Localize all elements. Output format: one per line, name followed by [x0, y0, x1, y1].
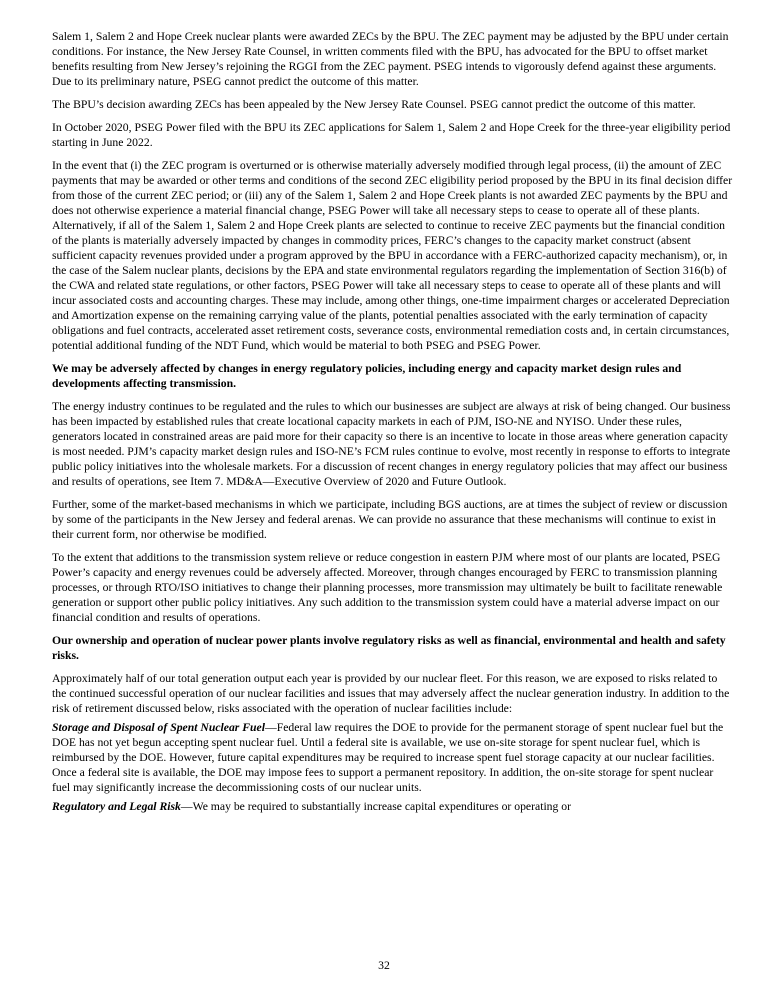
- section-heading-nuclear-ownership-risks: Our ownership and operation of nuclear power plants involve regulatory risks as well as financial, environmental and health and safety risks.: [52, 634, 726, 662]
- leadin-storage-disposal-spent-nuclear-fuel: Storage and Disposal of Spent Nuclear Fuel: [52, 721, 265, 734]
- paragraph-transmission-additions: To the extent that additions to the transmission system relieve or reduce congestion in eastern PJM where most of our plants are located, PSEG Power’s capacity and energy revenues could be adversely affected. Moreover, through changes encouraged by FERC to transmission planning processes, or through RTO/ISO initiatives to change their planning processes, more transmission may ultimately be built to facilitate renewable generation or support other public policy initiatives. Any such addition to the transmission system could have a material adverse impact on our financial condition and results of operations.: [52, 551, 723, 624]
- leadin-regulatory-text: —We may be required to substantially increase capital expenditures or operating or: [180, 800, 572, 813]
- paragraph-spent-nuclear-fuel: [52, 720, 733, 795]
- paragraph-energy-industry-regulation: The energy industry continues to be regulated and the rules to which our businesses are subject are always at risk of being changed. Our business has been impacted by established rules that create locational capacity markets in each of PJM, ISO-NE and NYISO. Under these rules, generators located in constrained areas are paid more for their capacity so there is an incentive to locate in those areas where generation capacity is most needed. PJM’s capacity market design rules and ISO-NE’s FCM rules continue to evolve, most recently in response to efforts to integrate public policy initiatives into the wholesale markets. For a discussion of recent changes in energy regulatory policies that may affect our business and results of operations, see Item 7. MD&A—Executive Overview of 2020 and Future Outlook.: [52, 400, 731, 488]
- paragraph-regulatory-legal-risk: [52, 799, 733, 814]
- page-number: 32: [378, 959, 390, 972]
- leadin-storage-text: —Federal law requires the DOE to provide for the permanent storage of spent nuclear fuel but the DOE has not yet begun accepting spent nuclear fuel. Until a federal site is available, we use on-site storage for spent nuclear fuel, which is reimbursed by the DOE. However, future capital expenditures may be required to increase spent fuel storage capacity at our nuclear facilities. Once a federal site is available, the DOE may impose fees to support a permanent repository. In addition, the on-site storage for spent nuclear fuel may significantly increase the decommissioning costs of our nuclear units.: [52, 721, 724, 794]
- paragraph-nuclear-fleet-exposure: Approximately half of our total generation output each year is provided by our nuclear fleet. For this reason, we are exposed to risks related to the continued successful operation of our nuclear facilities and issues that may adversely affect the nuclear generation industry. In addition to the risk of retirement discussed below, risks associated with the operation of nuclear facilities include:: [52, 672, 730, 715]
- leadin-regulatory-legal-risk: Regulatory and Legal Risk: [52, 800, 181, 813]
- page-footer: [0, 958, 768, 973]
- document-body: [52, 29, 733, 822]
- paragraph-market-based-mechanisms: Further, some of the market-based mechanisms in which we participate, including BGS auctions, are at times the subject of review or discussion by some of the participants in the New Jersey and federal arenas. We can provide no assurance that these mechanisms will continue to exist in their current form, nor otherwise be modified.: [52, 498, 728, 541]
- paragraph-bpu-appeal: The BPU’s decision awarding ZECs has been appealed by the New Jersey Rate Counsel. PSEG cannot predict the outcome of this matter.: [52, 98, 696, 111]
- paragraph-zec-applications: In October 2020, PSEG Power filed with the BPU its ZEC applications for Salem 1, Salem 2 and Hope Creek for the three-year eligibility period starting in June 2022.: [52, 121, 731, 149]
- section-heading-energy-regulatory-policies: We may be adversely affected by changes in energy regulatory policies, including energy and capacity market design rules and developments affecting transmission.: [52, 362, 682, 390]
- paragraph-zec-program-risk: In the event that (i) the ZEC program is overturned or is otherwise materially adversely modified through legal process, (ii) the amount of ZEC payments that may be awarded or other terms and conditions of the second ZEC eligibility period proposed by the BPU in its final decision differ from those of the current ZEC period; or (iii) any of the Salem 1, Salem 2 and Hope Creek plants is not awarded ZEC payments by the BPU and does not otherwise experience a material financial change, PSEG Power will take all necessary steps to cease to operate all of these plants. Alternatively, if all of the Salem 1, Salem 2 and Hope Creek plants are selected to continue to receive ZEC payments but the financial condition of the plants is materially adversely impacted by changes in commodity prices, FERC’s changes to the capacity market construct (absent sufficient capacity revenues provided under a program approved by the BPU in accordance with a FERC-authorized capacity mechanism), or, in the case of the Salem nuclear plants, decisions by the EPA and state environmental regulators regarding the implementation of Section 316(b) of the CWA and related state regulations, or other factors, PSEG Power will take all necessary steps to cease to operate all of these plants and will incur associated costs and accounting charges. These may include, among other things, one-time impairment charges or accelerated Depreciation and Amortization expense on the remaining carrying value of the plants, potential penalties associated with the early termination of capacity obligations and fuel contracts, accelerated asset retirement costs, severance costs, environmental remediation costs and, in certain circumstances, potential additional funding of the NDT Fund, which would be material to both PSEG and PSEG Power.: [52, 159, 733, 352]
- paragraph-zec-award: Salem 1, Salem 2 and Hope Creek nuclear plants were awarded ZECs by the BPU. The ZEC payment may be adjusted by the BPU under certain conditions. For instance, the New Jersey Rate Counsel, in written comments filed with the BPU, has advocated for the BPU to offset market benefits resulting from New Jersey’s rejoining the RGGI from the ZEC payment. PSEG intends to vigorously defend against these arguments. Due to its preliminary nature, PSEG cannot predict the outcome of this matter.: [52, 30, 729, 88]
